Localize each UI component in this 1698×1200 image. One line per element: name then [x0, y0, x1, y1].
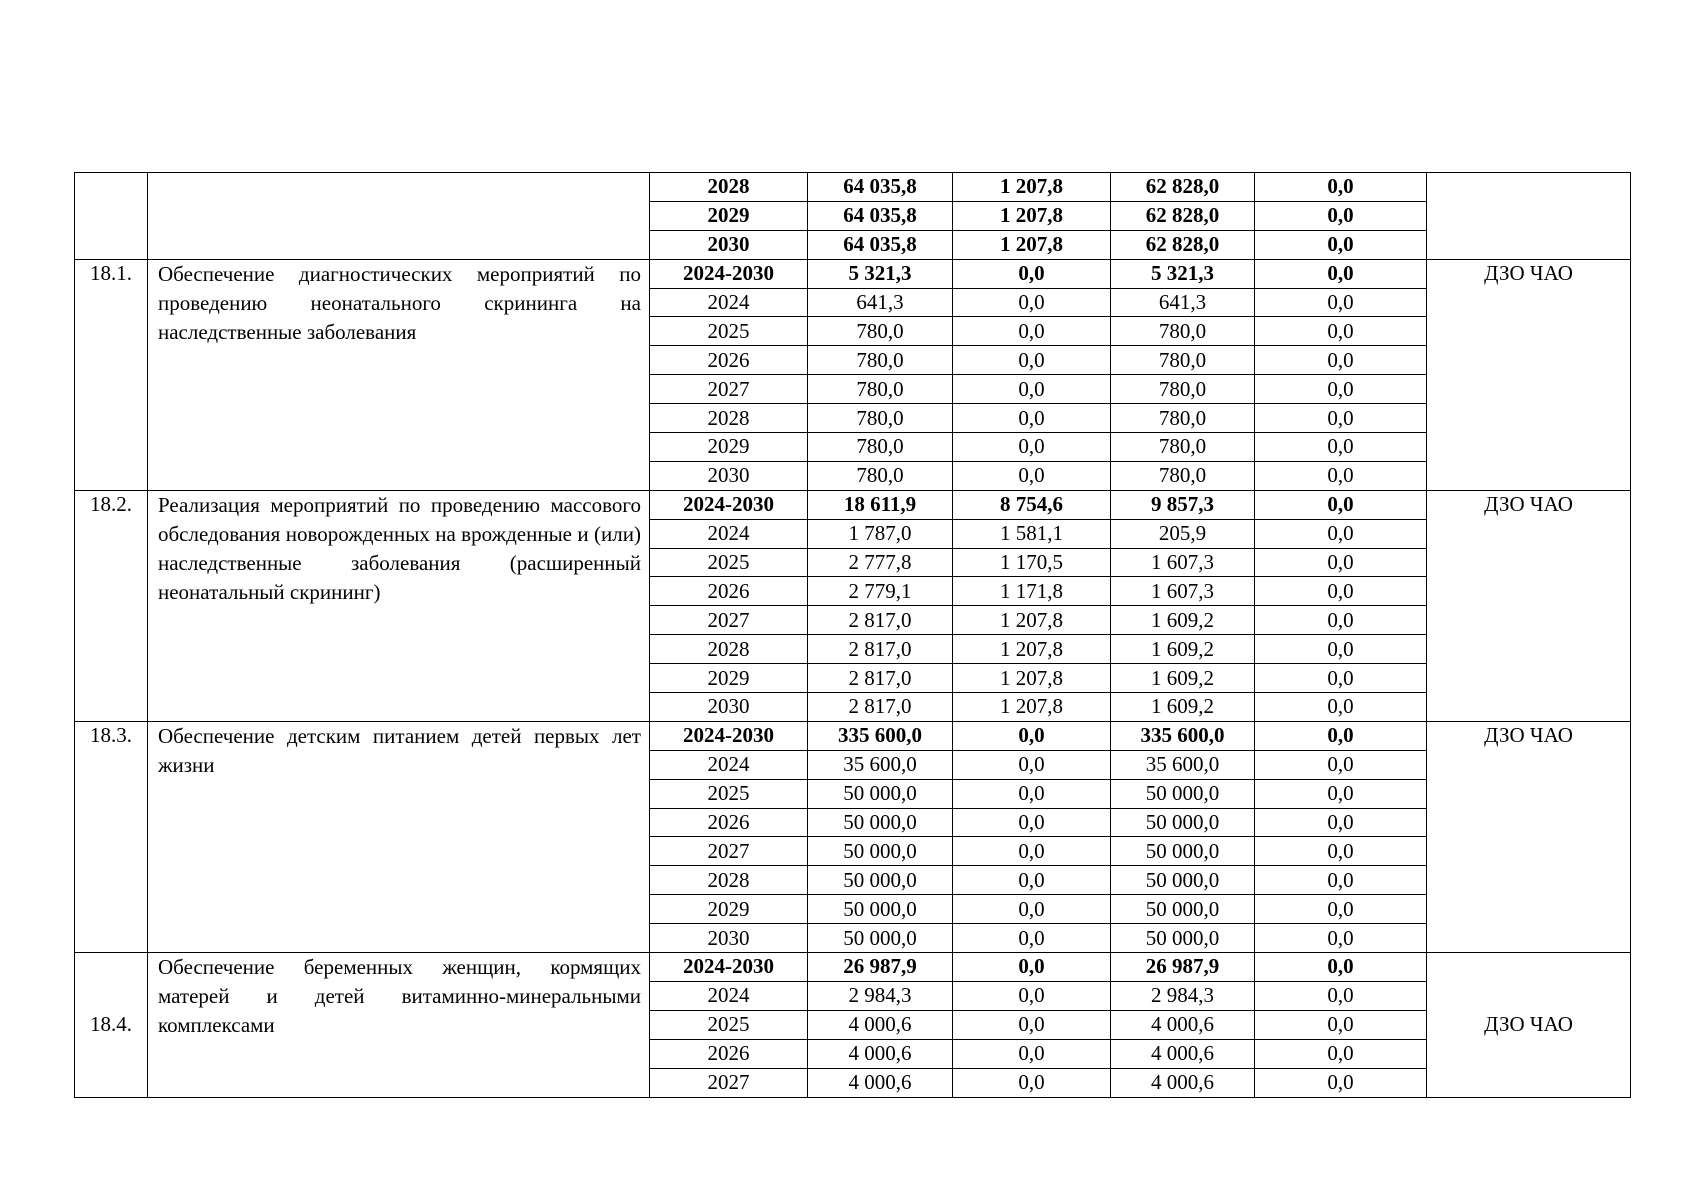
federal-cell: 0,0	[953, 346, 1111, 375]
year-cell: 2029	[650, 664, 808, 693]
federal-cell: 0,0	[953, 981, 1111, 1010]
other-cell: 0,0	[1255, 346, 1427, 375]
section-name-cell: Реализация мероприятий по проведению массового обследования новорожденных на врожденные и (или) наследственные заболевания (расширенный неонатальный скрининг)	[148, 490, 650, 721]
year-cell: 2027	[650, 837, 808, 866]
total-cell: 4 000,6	[808, 1068, 953, 1097]
year-cell: 2024	[650, 981, 808, 1010]
total-cell: 2 817,0	[808, 606, 953, 635]
federal-cell: 0,0	[953, 1010, 1111, 1039]
total-cell: 35 600,0	[808, 750, 953, 779]
budget-table	[74, 172, 1631, 1098]
federal-cell: 0,0	[953, 404, 1111, 433]
year-cell: 2029	[650, 201, 808, 230]
total-cell: 780,0	[808, 346, 953, 375]
year-cell: 2024	[650, 519, 808, 548]
year-cell: 2029	[650, 433, 808, 462]
regional-cell: 62 828,0	[1111, 201, 1255, 230]
total-cell: 2 779,1	[808, 577, 953, 606]
regional-cell: 62 828,0	[1111, 230, 1255, 259]
other-cell: 0,0	[1255, 548, 1427, 577]
section-name-cell: Обеспечение беременных женщин, кормящих матерей и детей витаминно-минеральными комплексами	[148, 953, 650, 1097]
year-cell: 2030	[650, 230, 808, 259]
federal-cell: 0,0	[953, 1068, 1111, 1097]
other-cell: 0,0	[1255, 1039, 1427, 1068]
year-cell: 2028	[650, 866, 808, 895]
year-cell: 2029	[650, 895, 808, 924]
other-cell: 0,0	[1255, 721, 1427, 750]
federal-cell: 0,0	[953, 866, 1111, 895]
regional-cell: 1 609,2	[1111, 693, 1255, 722]
year-cell: 2024-2030	[650, 490, 808, 519]
table-row	[75, 721, 1631, 750]
other-cell: 0,0	[1255, 519, 1427, 548]
other-cell: 0,0	[1255, 924, 1427, 953]
other-cell: 0,0	[1255, 606, 1427, 635]
total-cell: 2 817,0	[808, 693, 953, 722]
federal-cell: 0,0	[953, 259, 1111, 288]
total-cell: 50 000,0	[808, 837, 953, 866]
section-number-cell: 18.4.	[75, 953, 148, 1097]
section-number-cell: 18.3.	[75, 721, 148, 952]
year-cell: 2024	[650, 750, 808, 779]
regional-cell: 26 987,9	[1111, 953, 1255, 982]
other-cell: 0,0	[1255, 490, 1427, 519]
regional-cell: 2 984,3	[1111, 981, 1255, 1010]
year-cell: 2025	[650, 1010, 808, 1039]
other-cell: 0,0	[1255, 433, 1427, 462]
total-cell: 2 817,0	[808, 664, 953, 693]
federal-cell: 1 171,8	[953, 577, 1111, 606]
year-cell: 2025	[650, 779, 808, 808]
other-cell: 0,0	[1255, 201, 1427, 230]
table-row	[75, 490, 1631, 519]
year-cell: 2028	[650, 173, 808, 202]
federal-cell: 0,0	[953, 721, 1111, 750]
total-cell: 780,0	[808, 375, 953, 404]
other-cell: 0,0	[1255, 779, 1427, 808]
table-row	[75, 173, 1631, 202]
other-cell: 0,0	[1255, 808, 1427, 837]
total-cell: 64 035,8	[808, 173, 953, 202]
federal-cell: 0,0	[953, 288, 1111, 317]
year-cell: 2030	[650, 693, 808, 722]
year-cell: 2025	[650, 317, 808, 346]
other-cell: 0,0	[1255, 404, 1427, 433]
total-cell: 2 984,3	[808, 981, 953, 1010]
total-cell: 2 817,0	[808, 635, 953, 664]
total-cell: 780,0	[808, 461, 953, 490]
other-cell: 0,0	[1255, 953, 1427, 982]
section-name-cell	[148, 173, 650, 260]
regional-cell: 50 000,0	[1111, 895, 1255, 924]
total-cell: 50 000,0	[808, 779, 953, 808]
federal-cell: 0,0	[953, 317, 1111, 346]
other-cell: 0,0	[1255, 288, 1427, 317]
federal-cell: 0,0	[953, 461, 1111, 490]
year-cell: 2026	[650, 577, 808, 606]
regional-cell: 1 607,3	[1111, 577, 1255, 606]
total-cell: 335 600,0	[808, 721, 953, 750]
executor-cell: ДЗО ЧАО	[1427, 721, 1631, 952]
other-cell: 0,0	[1255, 375, 1427, 404]
regional-cell: 780,0	[1111, 404, 1255, 433]
regional-cell: 1 609,2	[1111, 664, 1255, 693]
other-cell: 0,0	[1255, 173, 1427, 202]
total-cell: 64 035,8	[808, 230, 953, 259]
year-cell: 2024-2030	[650, 953, 808, 982]
year-cell: 2026	[650, 346, 808, 375]
section-number-cell: 18.1.	[75, 259, 148, 490]
federal-cell: 0,0	[953, 750, 1111, 779]
year-cell: 2024	[650, 288, 808, 317]
other-cell: 0,0	[1255, 577, 1427, 606]
budget-table-body	[75, 173, 1631, 1098]
section-name-cell: Обеспечение диагностических мероприятий по проведению неонатального скрининга на наследственные заболевания	[148, 259, 650, 490]
executor-cell: ДЗО ЧАО	[1427, 953, 1631, 1097]
other-cell: 0,0	[1255, 259, 1427, 288]
regional-cell: 780,0	[1111, 433, 1255, 462]
total-cell: 26 987,9	[808, 953, 953, 982]
total-cell: 4 000,6	[808, 1010, 953, 1039]
federal-cell: 1 207,8	[953, 664, 1111, 693]
regional-cell: 780,0	[1111, 375, 1255, 404]
federal-cell: 8 754,6	[953, 490, 1111, 519]
section-number-cell: 18.2.	[75, 490, 148, 721]
regional-cell: 50 000,0	[1111, 808, 1255, 837]
other-cell: 0,0	[1255, 1068, 1427, 1097]
federal-cell: 0,0	[953, 924, 1111, 953]
regional-cell: 1 609,2	[1111, 606, 1255, 635]
regional-cell: 1 609,2	[1111, 635, 1255, 664]
other-cell: 0,0	[1255, 230, 1427, 259]
federal-cell: 0,0	[953, 837, 1111, 866]
federal-cell: 0,0	[953, 808, 1111, 837]
year-cell: 2024-2030	[650, 721, 808, 750]
federal-cell: 0,0	[953, 895, 1111, 924]
year-cell: 2027	[650, 375, 808, 404]
regional-cell: 641,3	[1111, 288, 1255, 317]
other-cell: 0,0	[1255, 635, 1427, 664]
total-cell: 2 777,8	[808, 548, 953, 577]
year-cell: 2030	[650, 924, 808, 953]
regional-cell: 35 600,0	[1111, 750, 1255, 779]
federal-cell: 1 207,8	[953, 635, 1111, 664]
section-number-cell	[75, 173, 148, 260]
other-cell: 0,0	[1255, 1010, 1427, 1039]
federal-cell: 1 207,8	[953, 230, 1111, 259]
federal-cell: 0,0	[953, 953, 1111, 982]
total-cell: 780,0	[808, 317, 953, 346]
year-cell: 2030	[650, 461, 808, 490]
regional-cell: 50 000,0	[1111, 866, 1255, 895]
year-cell: 2026	[650, 808, 808, 837]
executor-cell	[1427, 173, 1631, 260]
year-cell: 2027	[650, 1068, 808, 1097]
other-cell: 0,0	[1255, 664, 1427, 693]
regional-cell: 62 828,0	[1111, 173, 1255, 202]
federal-cell: 1 170,5	[953, 548, 1111, 577]
regional-cell: 780,0	[1111, 317, 1255, 346]
other-cell: 0,0	[1255, 895, 1427, 924]
total-cell: 641,3	[808, 288, 953, 317]
other-cell: 0,0	[1255, 317, 1427, 346]
other-cell: 0,0	[1255, 866, 1427, 895]
year-cell: 2028	[650, 635, 808, 664]
total-cell: 1 787,0	[808, 519, 953, 548]
year-cell: 2027	[650, 606, 808, 635]
total-cell: 50 000,0	[808, 924, 953, 953]
total-cell: 780,0	[808, 404, 953, 433]
total-cell: 4 000,6	[808, 1039, 953, 1068]
federal-cell: 0,0	[953, 779, 1111, 808]
year-cell: 2024-2030	[650, 259, 808, 288]
regional-cell: 205,9	[1111, 519, 1255, 548]
other-cell: 0,0	[1255, 981, 1427, 1010]
regional-cell: 335 600,0	[1111, 721, 1255, 750]
executor-cell: ДЗО ЧАО	[1427, 490, 1631, 721]
regional-cell: 1 607,3	[1111, 548, 1255, 577]
other-cell: 0,0	[1255, 837, 1427, 866]
executor-cell: ДЗО ЧАО	[1427, 259, 1631, 490]
year-cell: 2025	[650, 548, 808, 577]
other-cell: 0,0	[1255, 750, 1427, 779]
total-cell: 50 000,0	[808, 808, 953, 837]
total-cell: 50 000,0	[808, 895, 953, 924]
federal-cell: 1 207,8	[953, 606, 1111, 635]
total-cell: 780,0	[808, 433, 953, 462]
regional-cell: 780,0	[1111, 346, 1255, 375]
year-cell: 2026	[650, 1039, 808, 1068]
total-cell: 64 035,8	[808, 201, 953, 230]
federal-cell: 1 207,8	[953, 173, 1111, 202]
section-name-cell: Обеспечение детским питанием детей первых лет жизни	[148, 721, 650, 952]
regional-cell: 50 000,0	[1111, 837, 1255, 866]
federal-cell: 0,0	[953, 375, 1111, 404]
federal-cell: 0,0	[953, 433, 1111, 462]
table-row	[75, 953, 1631, 982]
other-cell: 0,0	[1255, 693, 1427, 722]
regional-cell: 4 000,6	[1111, 1010, 1255, 1039]
regional-cell: 50 000,0	[1111, 779, 1255, 808]
regional-cell: 9 857,3	[1111, 490, 1255, 519]
regional-cell: 4 000,6	[1111, 1068, 1255, 1097]
federal-cell: 1 581,1	[953, 519, 1111, 548]
federal-cell: 1 207,8	[953, 693, 1111, 722]
federal-cell: 0,0	[953, 1039, 1111, 1068]
year-cell: 2028	[650, 404, 808, 433]
regional-cell: 780,0	[1111, 461, 1255, 490]
table-row	[75, 259, 1631, 288]
other-cell: 0,0	[1255, 461, 1427, 490]
regional-cell: 4 000,6	[1111, 1039, 1255, 1068]
total-cell: 5 321,3	[808, 259, 953, 288]
total-cell: 50 000,0	[808, 866, 953, 895]
regional-cell: 5 321,3	[1111, 259, 1255, 288]
federal-cell: 1 207,8	[953, 201, 1111, 230]
total-cell: 18 611,9	[808, 490, 953, 519]
regional-cell: 50 000,0	[1111, 924, 1255, 953]
